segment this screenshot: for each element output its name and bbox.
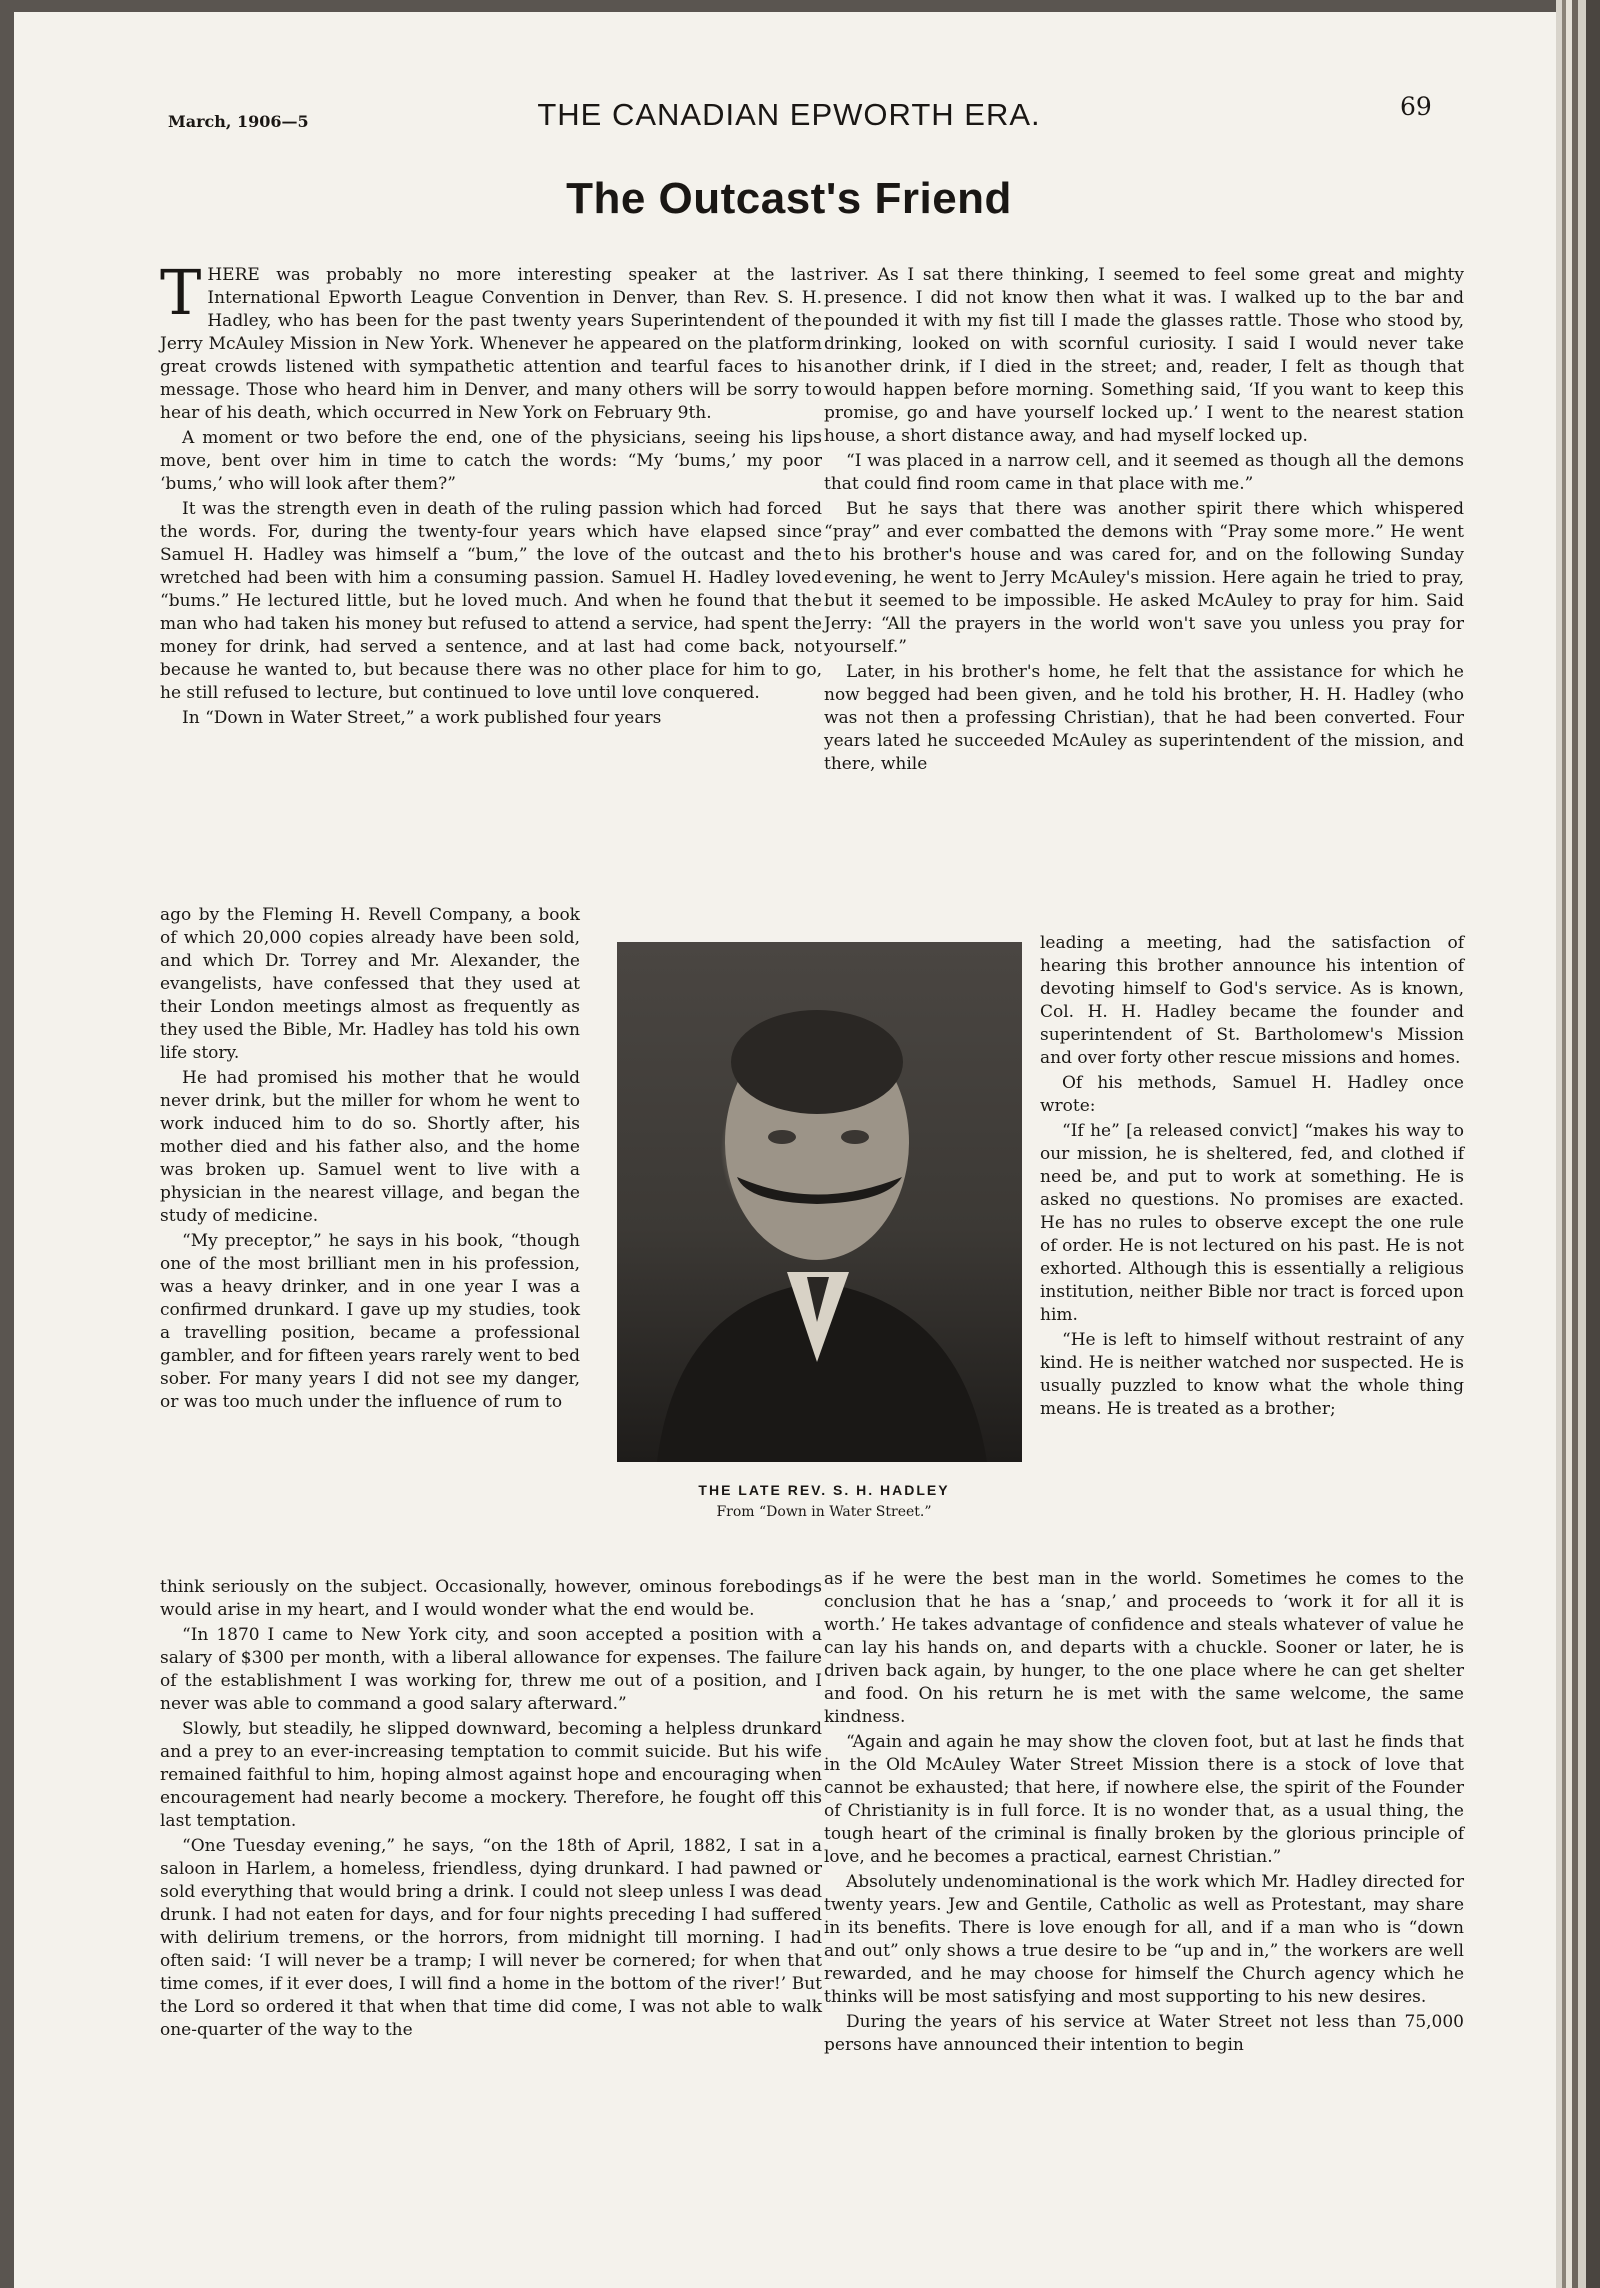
journal-title: THE CANADIAN EPWORTH ERA. — [537, 97, 1041, 132]
column-right-wrap — [1040, 932, 1464, 1568]
column-right-bottom — [824, 1568, 1464, 2178]
paragraph: Later, in his brother's home, he felt that the assistance for which he now begged had been given, and he told his brother, H. H. Hadley (who was not then a professing Christian), that he had been converted. Four years lated he succeeded McAuley as superintendent of the mission, and there, while — [824, 662, 1464, 774]
paragraph: “One Tuesday evening,” he says, “on the 18th of April, 1882, I sat in a saloon in Harlem, a homeless, friendless, dying drunkard. I had pawned or sold everything that would bring a drink. I could not sleep unless I was dead drunk. I had not eaten for days, and for four nights preceding I had suffered with delirium tremens, or the horrors, from midnight till morning. I had often said: ‘I will never be a tramp; I will never be cornered; for when that time comes, if it ever does, I will find a home in the bottom of the river!’ But the Lord so ordered it that when that time did come, I was not able to walk one-quarter of the way to the — [160, 1836, 822, 2040]
issue-date: March, 1906—5 — [168, 112, 309, 131]
paragraph: It was the strength even in death of the ruling passion which had forced the words. For, during the twenty-four years which have elapsed since Samuel H. Hadley was himself a “bum,” the love of the outcast and the wretched had been with him a consuming passion. Samuel H. Hadley loved “bums.” He lectured little, but he loved much. And when he found that the man who had taken his money but refused to attend a service, had spent the money for drink, had served a sentence, and at last had come back, not because he wanted to, but because there was no other place for him to go, he still refused to lecture, but continued to love until love conquered. — [160, 499, 822, 703]
paragraph: But he says that there was another spirit there which whispered “pray” and ever combatted the demons with “Pray some more.” He went to his brother's house and was cared for, and on the following Sunday evening, he went to Jerry McAuley's mission. Here again he tried to pray, but it seemed to be impossible. He asked McAuley to pray for him. Said Jerry: “All the prayers in the world won't save you unless you pray for yourself.” — [824, 499, 1464, 657]
paragraph: THERE was probably no more interesting speaker at the last International Epworth League Convention in Denver, than Rev. S. H. Hadley, who has been for the past twenty years Superintendent of the Jerry McAuley Mission in New York. Whenever he appeared on the platform great crowds listened with sympathetic attention and tearful faces to his message. Those who heard him in Denver, and many others will be sorry to hear of his death, which occurred in New York on February 9th. — [160, 256, 822, 423]
running-header — [14, 92, 1564, 132]
paragraph: “My preceptor,” he says in his book, “though one of the most brilliant men in his profession, was a heavy drinker, and in one year I was a confirmed drunkard. I gave up my studies, took a travelling position, became a professional gambler, and for fifteen years rarely went to bed sober. For many years I did not see my danger, or was too much under the influence of rum to — [160, 1231, 580, 1412]
paragraph: He had promised his mother that he would never drink, but the miller for whom he went to work induced him to do so. Shortly after, his mother died and his father also, and the home was broken up. Samuel went to live with a physician in the nearest village, and began the study of medicine. — [160, 1068, 580, 1226]
portrait-photo — [617, 942, 1022, 1462]
column-left-bottom — [160, 1576, 822, 2176]
paragraph: “If he” [a released convict] “makes his way to our mission, he is sheltered, fed, and clothed if need be, and put to work at something. He is asked no questions. No promises are exacted. He has no rules to observe except the one rule of order. He is not lectured on his past. He is not exhorted. Although this is essentially a religious institution, neither Bible nor tract is forced upon him. — [1040, 1121, 1464, 1325]
paragraph: river. As I sat there thinking, I seemed to feel some great and mighty presence. I did not know then what it was. I walked up to the bar and pounded it with my fist till I made the glasses rattle. Those who stood by, drinking, looked on with scornful curiosity. I said I would never take another drink, if I died in the street; and, reader, I felt as though that would happen before morning. Something said, ‘If you want to keep this promise, go and have yourself locked up.’ I went to the nearest station house, a short distance away, and had myself locked up. — [824, 265, 1464, 446]
paragraph: “I was placed in a narrow cell, and it seemed as though all the demons that could find room came in that place with me.” — [824, 451, 1464, 494]
paragraph: leading a meeting, had the satisfaction of hearing this brother announce his intention of devoting himself to God's service. As is known, Col. H. H. Hadley became the founder and superintendent of St. Bartholomew's Mission and over forty other rescue missions and homes. — [1040, 933, 1464, 1068]
magazine-page — [14, 12, 1564, 2288]
paragraph: “In 1870 I came to New York city, and soon accepted a position with a salary of $300 per month, with a liberal allowance for expenses. The failure of the establishment I was working for, threw me out of a position, and I never was able to command a good salary afterward.” — [160, 1625, 822, 1714]
paragraph: Slowly, but steadily, he slipped downward, becoming a helpless drunkard and a prey to an ever-increasing temptation to commit suicide. But his wife remained faithful to him, hoping almost against hope and encouraging when encouragement had nearly become a mockery. Therefore, he fought off this last temptation. — [160, 1719, 822, 1831]
paragraph: think seriously on the subject. Occasionally, however, ominous forebodings would arise in my heart, and I would wonder what the end would be. — [160, 1577, 822, 1620]
article-title: The Outcast's Friend — [566, 174, 1012, 223]
paragraph: Of his methods, Samuel H. Hadley once wrote: — [1040, 1073, 1464, 1116]
portrait-illustration — [617, 942, 1022, 1462]
paragraph: During the years of his service at Water Street not less than 75,000 persons have announced their intention to begin — [824, 2012, 1464, 2055]
drop-cap: T — [160, 256, 202, 329]
column-left-top — [160, 256, 822, 904]
paragraph: Absolutely undenominational is the work which Mr. Hadley directed for twenty years. Jew and Gentile, Catholic as well as Protestant, may share in its benefits. There is love enough for all, and if a man who is “down and out” only shows a true desire to be “up and in,” the workers are well rewarded, and he may choose for himself the Church agency which he thinks will be most satisfying and most supporting to his new desires. — [824, 1872, 1464, 2007]
paragraph: ago by the Fleming H. Revell Company, a book of which 20,000 copies already have been sold, and which Dr. Torrey and Mr. Alexander, the evangelists, have confessed that they used at their London meetings almost as frequently as they used the Bible, Mr. Hadley has told his own life story. — [160, 905, 580, 1063]
paragraph: In “Down in Water Street,” a work published four years — [182, 708, 662, 728]
binding-edge — [1556, 0, 1600, 2288]
paragraph: as if he were the best man in the world. Sometimes he comes to the conclusion that he has a ‘snap,’ and proceeds to ‘work it for all it is worth.’ He takes advantage of confidence and steals whatever of value he can lay his hands on, and departs with a chuckle. Sooner or later, he is driven back again, by hunger, to the one place where he can get shelter and food. On his return he is met with the same welcome, the same kindness. — [824, 1569, 1464, 1727]
paragraph: “Again and again he may show the cloven foot, but at last he finds that in the Old McAuley Water Street Mission there is a stock of love that cannot be exhausted; that here, if nowhere else, the spirit of the Founder of Christianity is in full force. It is no wonder that, as a usual thing, the tough heart of the criminal is finally broken by the glorious principle of love, and he becomes a practical, earnest Christian.” — [824, 1732, 1464, 1867]
paragraph: A moment or two before the end, one of the physicians, seeing his lips move, bent over him in time to catch the words: “My ‘bums,’ my poor ‘bums,’ who will look after them?” — [160, 428, 822, 494]
paragraph: “He is left to himself without restraint of any kind. He is neither watched nor suspected. He is usually puzzled to know what the whole thing means. He is treated as a brother; — [1040, 1330, 1464, 1419]
page-number: 69 — [1400, 92, 1432, 121]
column-left-wrap — [160, 904, 580, 1576]
portrait-figure — [617, 942, 1022, 1472]
caption-credit: From “Down in Water Street.” — [716, 1504, 932, 1520]
column-right-top — [824, 264, 1464, 932]
caption-title: THE LATE REV. S. H. HADLEY — [698, 1482, 950, 1498]
figure-caption — [574, 1482, 1074, 1520]
